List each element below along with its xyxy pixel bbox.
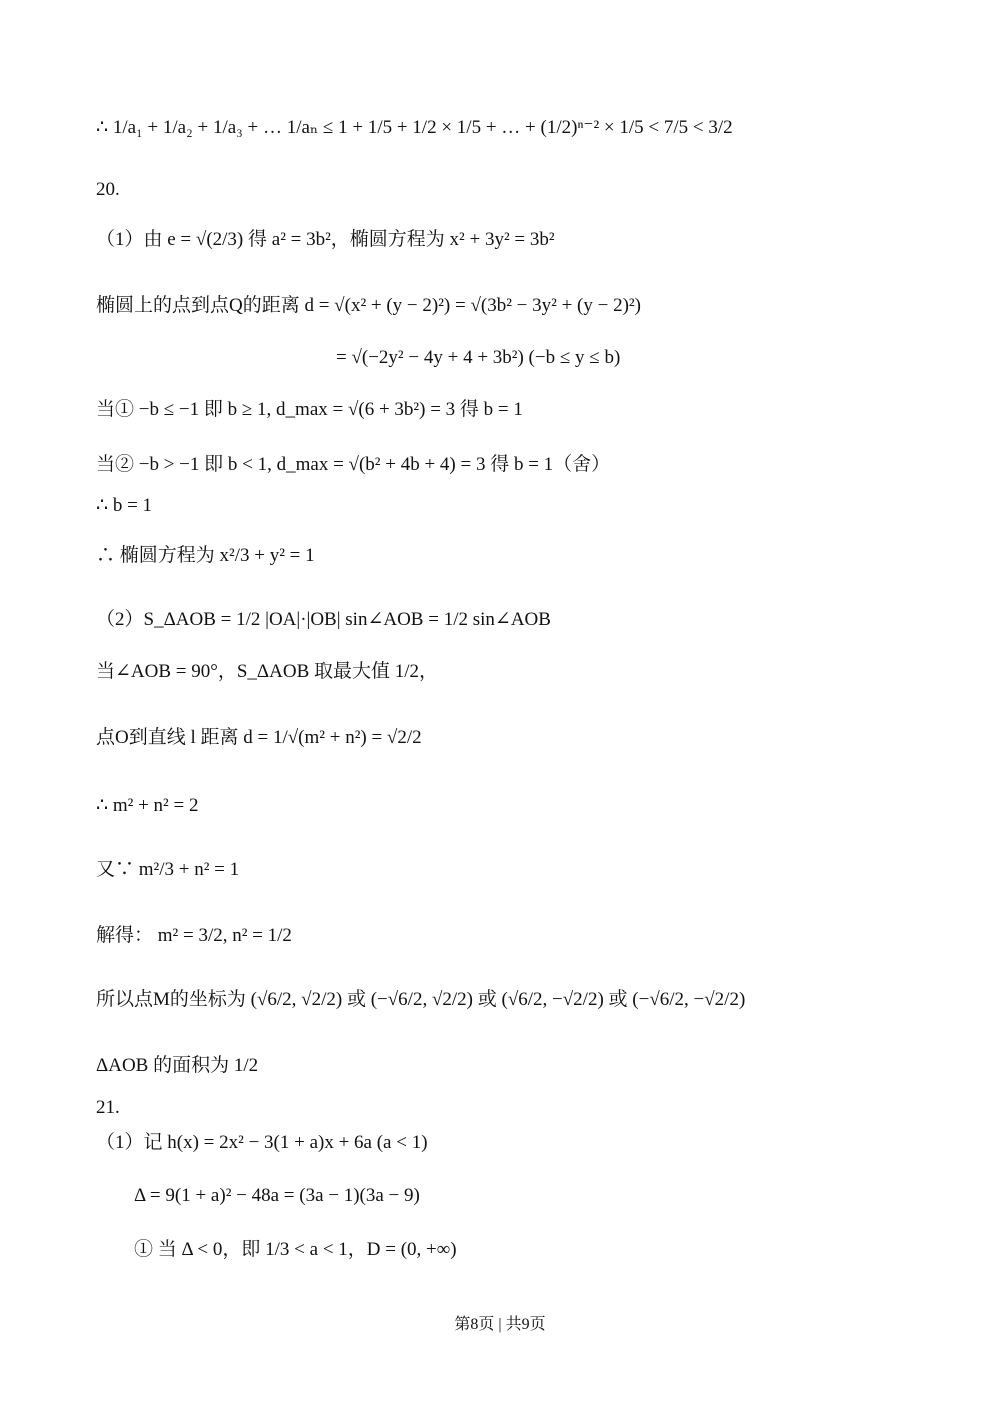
line-eccentricity: （1）由 e = √(2/3) 得 a² = 3b²，椭圆方程为 x² + 3y² = 3b²: [96, 229, 555, 250]
line-case-2: 当② −b > −1 即 b < 1, d_max = √(b² + 4b + 4) = 3 得 b = 1（舍）: [96, 454, 611, 475]
line-ellipse-equation: ∴ 椭圆方程为 x²/3 + y² = 1: [96, 545, 315, 566]
line-discriminant: Δ = 9(1 + a)² − 48a = (3a − 1)(3a − 9): [134, 1185, 420, 1206]
line-b-equals-1: ∴ b = 1: [96, 495, 153, 516]
line-inequality-sum: ∴ 1/a₁ + 1/a₂ + 1/a₃ + … 1/aₙ ≤ 1 + 1/5 + 1/2 × 1/5 + … + (1/2)ⁿ⁻² × 1/5 < 7/5 < 3/2: [96, 117, 733, 138]
line-distance-formula: 椭圆上的点到点Q的距离 d = √(x² + (y − 2)²) = √(3b² − 3y² + (y − 2)²): [96, 295, 641, 316]
line-max-area: 当∠AOB = 90°，S_ΔAOB 取最大值 1/2，: [96, 661, 439, 682]
line-area-result: ΔAOB 的面积为 1/2: [96, 1055, 259, 1076]
page-footer: 第8页 | 共9页: [454, 1316, 546, 1333]
line-m-n-sum: ∴ m² + n² = 2: [96, 795, 199, 816]
problem-20-number: 20.: [96, 179, 120, 200]
line-area-formula: （2）S_ΔAOB = 1/2 |OA|·|OB| sin∠AOB = 1/2 sin∠AOB: [96, 609, 551, 630]
line-solution: 解得： m² = 3/2, n² = 1/2: [96, 925, 292, 946]
line-case-negative-discriminant: ① 当 Δ < 0，即 1/3 < a < 1，D = (0, +∞): [134, 1239, 457, 1260]
line-distance-simplified: = √(−2y² − 4y + 4 + 3b²) (−b ≤ y ≤ b): [336, 347, 621, 368]
problem-21-number: 21.: [96, 1097, 120, 1118]
line-point-line-distance: 点O到直线 l 距离 d = 1/√(m² + n²) = √2/2: [96, 727, 422, 748]
line-case-1: 当① −b ≤ −1 即 b ≥ 1, d_max = √(6 + 3b²) = 3 得 b = 1: [96, 399, 523, 420]
line-point-m-coordinates: 所以点M的坐标为 (√6/2, √2/2) 或 (−√6/2, √2/2) 或 (√6/2, −√2/2) 或 (−√6/2, −√2/2): [96, 989, 746, 1010]
line-ellipse-condition: 又∵ m²/3 + n² = 1: [96, 859, 240, 880]
line-h-definition: （1）记 h(x) = 2x² − 3(1 + a)x + 6a (a < 1): [96, 1132, 428, 1153]
